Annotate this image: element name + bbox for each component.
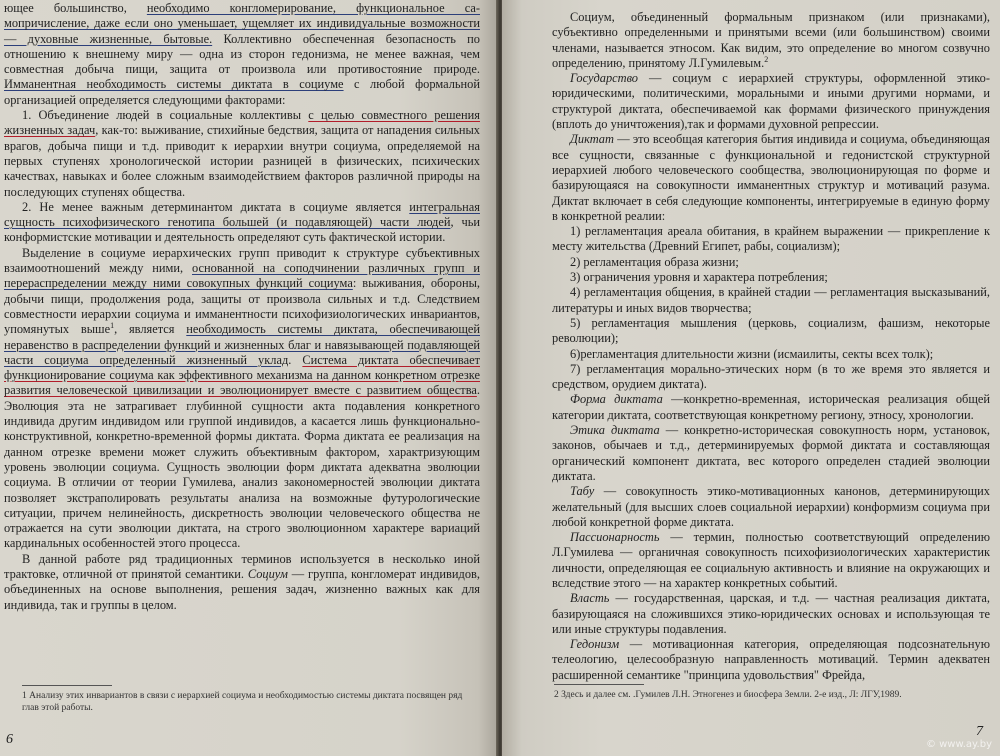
underlined-text: интегральная сущность психофизического генотипа большей (и подавляющей) части людей	[4, 199, 480, 230]
text-run: —конкретно-временная, историческая реализация общей категории диктата, соответствующая конкретному региону, этносу, хронологии.	[552, 392, 990, 422]
right-footnote-text: 2 Здесь и далее см. .Гумилев Л.Н. Этногенез и биосфера Земли. 2-е изд., Л: ЛГУ,1989.	[554, 690, 902, 700]
text-run: 5) регламентация мышления (церковь, социализм, фашизм, некоторые революции);	[552, 315, 990, 346]
underlined-text: необходимость системы диктата, обеспечивающей неравенство в распределении функций и жизненных благ и навязывающей подавляющей части социума определенный жизненный уклад	[4, 322, 480, 367]
term-italic: Табу	[570, 484, 595, 499]
right-page-text	[552, 0, 990, 683]
text-run: — термин, полностью соответствующий определению Л.Гумилева — органичная совокупность психофизиологических характеристик личности, определяющая ее социальную активность и влияние на окружающих и вследствие этого — на характер конкретных событий.	[552, 530, 990, 590]
text-run: , как-то: выживание, стихийные бедствия, защита от нападения сильных врагов, добыча пищи и т.д. приводит к иерархии внутри социума, определяемой на первых ступенях хронологической истории разницей в физических, психических качествах, навыках и более сложным взаимодействием факторов различной природы на последующих ступенях общества.	[4, 123, 480, 199]
term-italic: Государство	[570, 71, 638, 86]
left-page	[0, 0, 498, 756]
paragraph	[4, 108, 480, 200]
left-page-number: 6	[6, 732, 13, 747]
paragraph	[4, 200, 480, 246]
paragraph	[552, 255, 990, 270]
text-run: — государственная, царская, и т.д. — частная реализация диктата, базирующаяся на сложившихся этико-юридических основах и использующая те или иные структуры подавления.	[552, 591, 990, 636]
term-italic: Пассионарность	[570, 530, 660, 545]
text-run: 2) регламентация образа жизни;	[570, 254, 739, 269]
text-run: 7) регламентация морально-этических норм (в то же время это является и средством, орудием диктата).	[552, 361, 990, 392]
underlined-text: Имманентная необходимость системы диктата в социуме	[4, 77, 344, 92]
text-run: 1. Объединение людей в социальные коллективы	[22, 108, 309, 123]
text-run: . Эволюция эта не затрагивает глубинной сущности акта подавления конкретного индивида другим индивидом или группой индивидов, а касается лишь функционально-конструктивной, конкретно-временной формы диктата. Форма диктата ее реализация на данном отрезке времени может служить объективным фактором, характризующим уровень эволюции социума. Сущность эволюции форм диктата адекватна эволюции социума. В отличии от теории Гумилева, анализ закономерностей эволюции диктата позволяет экстраполировать результаты анализа на возможные футурологические ситуации, причем нелинейность, дискретность эволюции человеческого общества не отражается на сути эволюции диктата, на строго эволюционном характере вариаций кардинальных особенностей этого процесса.	[4, 383, 480, 551]
text-run: ющее большинство,	[4, 1, 147, 15]
paragraph	[4, 246, 480, 552]
text-run: с любой формальной организацией определяется следующими факторами:	[4, 77, 480, 107]
text-run: .	[288, 352, 303, 367]
left-page-text	[4, 0, 480, 613]
text-run: В данной работе ряд традиционных терминов используется в несколько иной трактовке, отличной от принятой семантики.	[4, 551, 480, 581]
text-run: , чьи конформистские мотивации и деятельность определяют суть фактической истории.	[4, 215, 480, 245]
paragraph	[552, 347, 990, 362]
paragraph	[552, 423, 990, 484]
paragraph	[552, 270, 990, 285]
text-run: 6)регламентация длительности жизни (исмаилиты, секты всех толк);	[570, 346, 934, 361]
text-run: Социум, объединенный формальным признаком (или признаками), субъективно определенными и принятыми всеми (или большинством) своими членами, называется этносом. Как видим, это определение во многом созвучно определению, принятому Л.Гумилевым.	[552, 10, 990, 70]
paragraph	[552, 224, 990, 255]
text-run: — группа, конгломерат индивидов, объединенных на основе выполнения, решения задач, жизненно важных как для индивида, так и группы в целом.	[4, 566, 480, 612]
underlined-text: с целью совместного решения жизненных задач	[4, 108, 480, 138]
text-run: 1) регламентация ареала обитания, в крайнем выражении — прикрепление к месту жительства (Древний Египет, рабы, социализм);	[552, 224, 990, 254]
text-run: : выживания, обороны, добычи пищи, продолжения рода, защиты от произвола сильных и т.д. Следствием совместности иерархии социума и имманентности психофизиологических инвариантов, упомянутых выше	[4, 276, 480, 337]
underlined-text: основанной на соподчинении различных групп и перераспределении между ними совокупных функций социума	[4, 261, 480, 291]
underlined-text: Система диктата обеспечивает функционирование социума как эффективного механизма на данном конкретном отрезке развития человеческой цивилизации и эволюционирует вместе с развитием общества	[4, 352, 480, 398]
paragraph	[552, 285, 990, 316]
text-run: 4) регламентация общения, в крайней стадии — регламентация высказываний, литературы и иных видов творчества;	[552, 285, 990, 315]
text-run: 2. Не менее важным детерминантом диктата в социуме является	[22, 199, 410, 214]
paragraph	[552, 362, 990, 393]
paragraph	[552, 71, 990, 132]
term-italic: Этика диктата	[570, 423, 660, 438]
right-page-number: 7	[976, 724, 983, 739]
underlined-text: необходимо конгломерирование, функциональное са-мопричисление, даже если оно уменьшает, ущемляет их индивидуальные возможности — духовные жизненные, бытовые.	[4, 1, 480, 46]
paragraph	[552, 392, 990, 423]
text-run: — мотивационная категория, определяющая подсознательную телеологию, целесообразную направленность мотиваций. Термин адекватен расширенной семантике "принципа удовольствия" Фрейда,	[552, 637, 990, 682]
text-run: — социум с иерархией структуры, оформленной этико-юридическими, политическими, моральными и иными другими нормами, и структурой диктата, обеспечиваемой как формами физического принуждения (вплоть до уничтожения),так и формами духовной репрессии.	[552, 71, 990, 132]
term-italic: Гедонизм	[570, 637, 620, 652]
left-footnote	[22, 690, 472, 714]
text-run: — совокупность этико-мотивационных канонов, детерминирующих желательный (для высших слоев социальной иерархии) конформизм социума при любой конкретной форме диктата.	[552, 484, 990, 529]
watermark: © www.ay.by	[925, 739, 992, 750]
term-italic: Форма диктата	[570, 392, 663, 407]
paragraph	[552, 530, 990, 591]
paragraph	[552, 10, 990, 71]
paragraph	[552, 484, 990, 530]
text-run: 3) ограничения уровня и характера потребления;	[570, 270, 828, 285]
paragraph	[552, 637, 990, 683]
footnote-ref: 1	[110, 321, 115, 331]
right-page	[502, 0, 1000, 756]
left-footnote-text: 1 Анализу этих инвариантов в связи с иерархией социума и необходимостью системы диктата посвящен ряд глав этой работы.	[22, 691, 463, 713]
text-run: Выделение в социуме иерархических групп приводит к структуре субъективных взаимоотношений между ними,	[4, 245, 480, 276]
text-run: , является	[114, 322, 187, 337]
right-footnote	[554, 689, 984, 701]
term-italic: Власть	[570, 591, 610, 606]
term-italic: Диктат	[570, 132, 614, 147]
paragraph	[552, 316, 990, 347]
footnote-ref: 2	[764, 54, 769, 64]
text-run: — это всеобщая категория бытия индивида и социума, объединяющая все сущности, связанные с функциональной и гедонистской структурной иерархией любого человеческого сообщества, эволюционирующая по форме и базирующаяся на совокупности имманентных структур и мотиваций разума. Диктат включает в себя следующие компоненты, интегрируемые в единую форму в конкретной реалии:	[552, 132, 990, 223]
text-run: — конкретно-историческая совокупность норм, установок, законов, обычаев и т.д., детерминируемых формой диктата и составляющая органический компонент диктата, вес которого определен стадией эволюции диктата.	[552, 423, 990, 483]
paragraph	[552, 591, 990, 637]
paragraph	[4, 552, 480, 613]
text-run: Коллективно обеспеченная безопасность по отношению к внешнему миру — одна из сторон гедонизма, не менее важная, чем совместная добыча пищи, защита от произвола или противостояние природе.	[4, 31, 480, 77]
paragraph	[4, 1, 480, 108]
paragraph	[552, 132, 990, 224]
term-italic: Социум	[247, 566, 288, 581]
